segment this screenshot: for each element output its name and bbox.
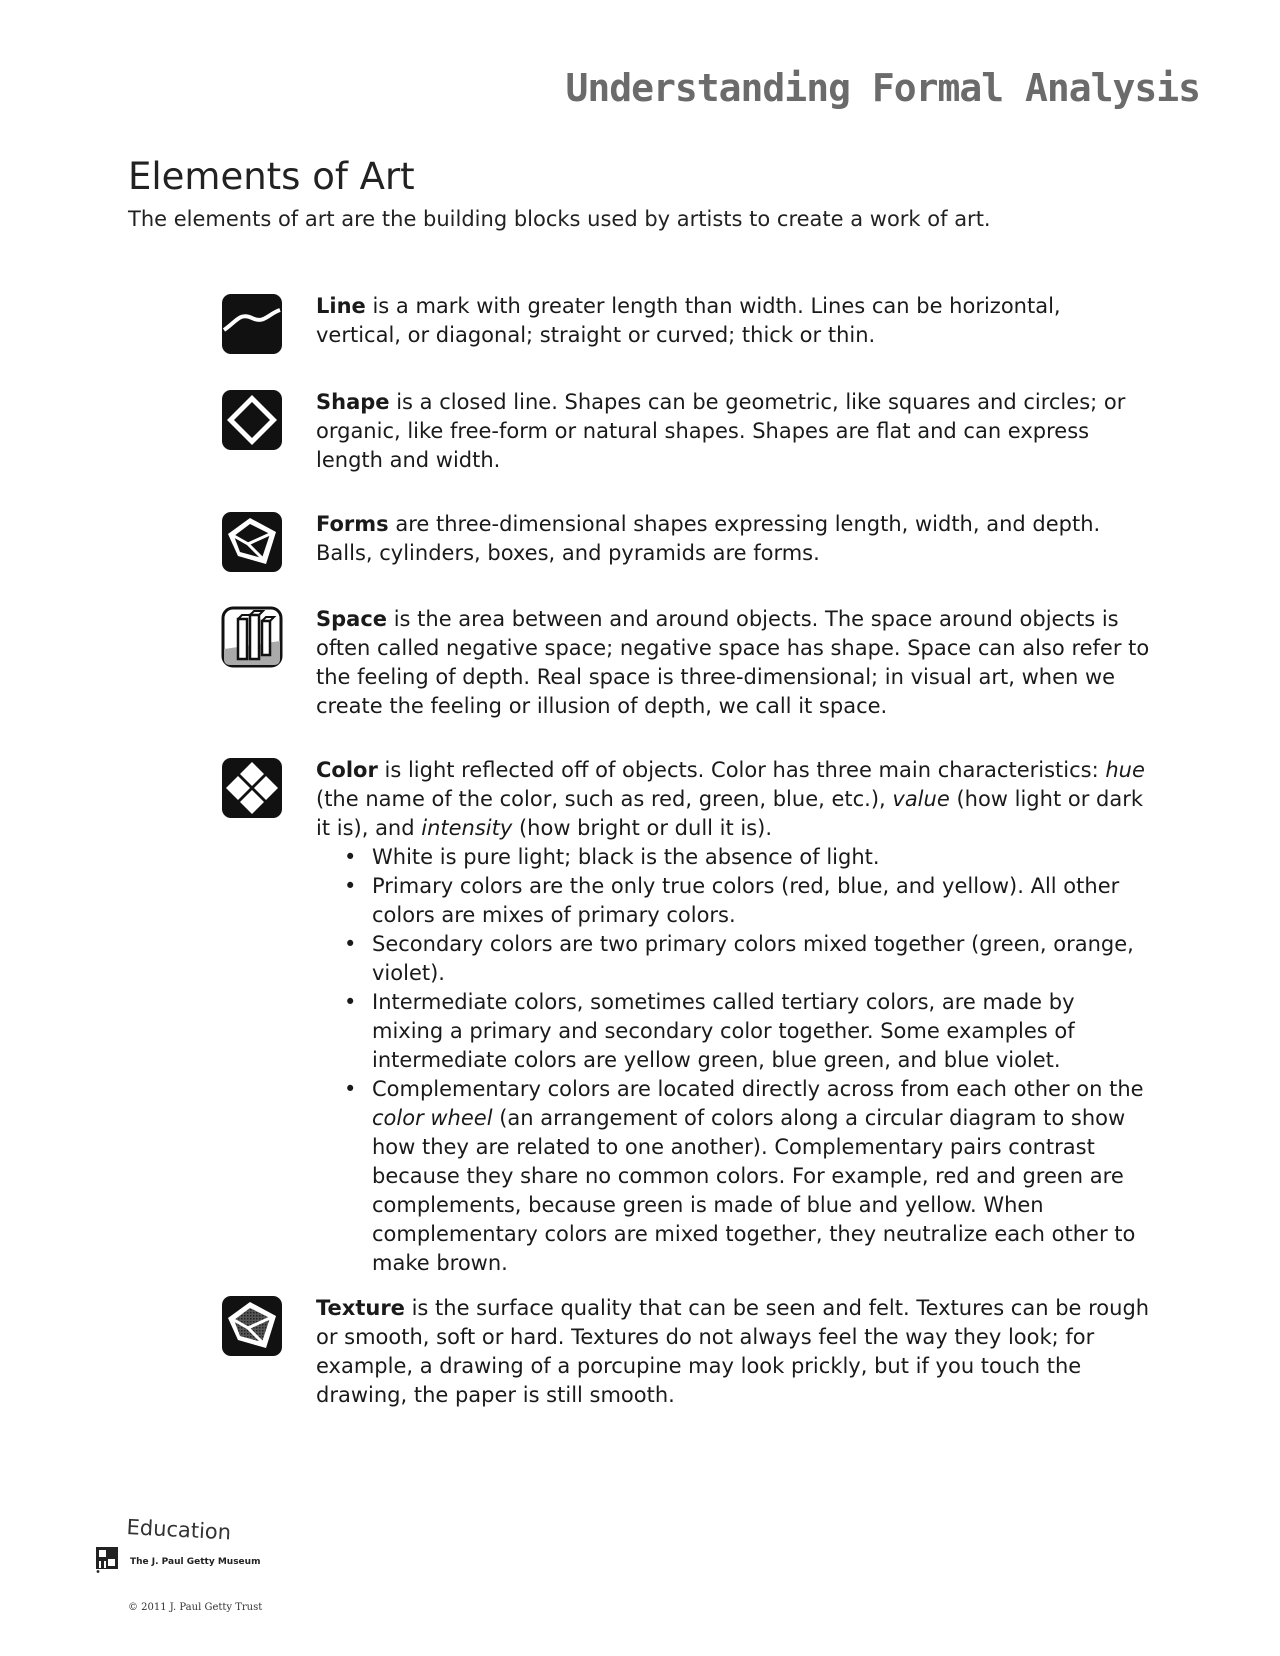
element-color-text: Color is light reflected off of objects. Color has three main characteristics: hue (the name of the color, such as red, green, blue, etc.), value (how light or dark it is), and intensity (how bright or dull it is). • White is pure light; black is the absence of light. • Primary colors are the only true colors (red, blue, and yellow). All other colors are mixes of primary colors. • Secondary colors are two primary colors mixed together (green, orange, violet). • Intermediate colors, sometimes called tertiary colors, are made by mixing a primary and secondary color together. Some examples of intermediate colors are yellow green, blue green, and blue violet. • Complementary colors are located directly across from each other on the color wheel (an arrangement of colors along a circular diagram to show how they are related to one another). Complementary pairs contrast because they share no common colors. For example, red and green are complements, because green is made of blue and yellow. When complementary colors are mixed together, they neutralize each other to make brown. xyxy=(316,756,1150,1278)
getty-logo-icon xyxy=(96,1547,118,1573)
element-shape-text: Shape is a closed line. Shapes can be geometric, like squares and circles; or organic, like free-form or natural shapes. Shapes are flat and can express length and width. xyxy=(316,390,1126,472)
shape-icon xyxy=(220,388,284,452)
forms-icon xyxy=(220,510,284,574)
list-item: • Primary colors are the only true colors (red, blue, and yellow). All other colors are mixes of primary colors. xyxy=(372,872,1150,930)
line-icon xyxy=(220,292,284,356)
education-wordmark: Education xyxy=(126,1515,232,1545)
texture-icon xyxy=(220,1294,284,1358)
header-title: Understanding Formal Analysis xyxy=(565,66,1200,110)
list-item: • White is pure light; black is the absence of light. xyxy=(372,843,1150,872)
color-bullet-list xyxy=(316,843,1150,1278)
element-line-text: Line is a mark with greater length than width. Lines can be horizontal, vertical, or diagonal; straight or curved; thick or thin. xyxy=(316,294,1061,347)
list-item: • Secondary colors are two primary colors mixed together (green, orange, violet). xyxy=(372,930,1150,988)
page-title: Elements of Art xyxy=(128,155,415,198)
list-item: • Intermediate colors, sometimes called tertiary colors, are made by mixing a primary and secondary color together. Some examples of intermediate colors are yellow green, blue green, and blue violet. xyxy=(372,988,1150,1075)
element-forms-text: Forms are three-dimensional shapes expressing length, width, and depth. Balls, cylinders, boxes, and pyramids are forms. xyxy=(316,512,1101,565)
element-space-text: Space is the area between and around objects. The space around objects is often called negative space; negative space has shape. Space can also refer to the feeling of depth. Real space is three-dimensional; in visual art, when we create the feeling or illusion of depth, we call it space. xyxy=(316,607,1150,718)
list-item: • Complementary colors are located directly across from each other on the color wheel (an arrangement of colors along a circular diagram to show how they are related to one another). Complementary pairs contrast because they share no common colors. For example, red and green are complements, because green is made of blue and yellow. When complementary colors are mixed together, they neutralize each other to make brown. xyxy=(372,1075,1150,1278)
copyright: © 2011 J. Paul Getty Trust xyxy=(128,1602,263,1613)
museum-name: The J. Paul Getty Museum xyxy=(130,1557,261,1567)
element-texture-text: Texture is the surface quality that can be seen and felt. Textures can be rough or smooth, soft or hard. Textures do not always feel the way they look; for example, a drawing of a porcupine may look prickly, but if you touch the drawing, the paper is still smooth. xyxy=(316,1296,1150,1407)
space-icon xyxy=(220,605,284,669)
color-icon xyxy=(220,756,284,820)
intro-text: The elements of art are the building blocks used by artists to create a work of art. xyxy=(128,207,991,231)
